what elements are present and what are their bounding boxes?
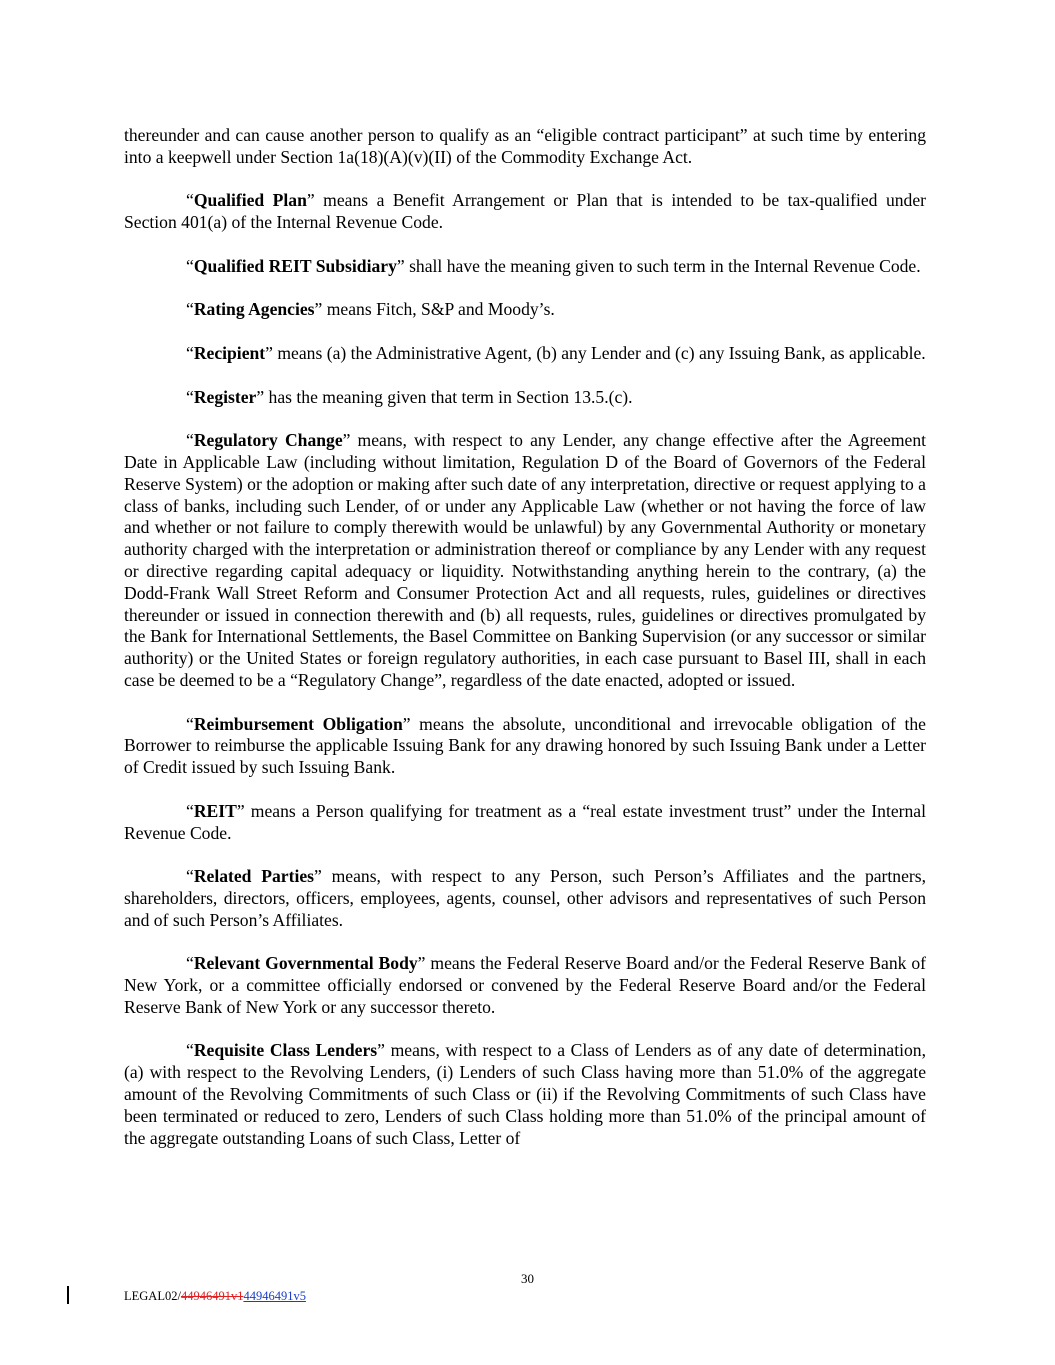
definition-recipient: “Recipient” means (a) the Administrative Agent, (b) any Lender and (c) any Issuing Bank, as applicable. [186, 342, 926, 363]
definition-text: ” shall have the meaning given to such term in the Internal Revenue Code. [396, 255, 921, 276]
definition-text: ” means a Person qualifying for treatment as a “real estate investment trust” under the Internal Revenue Code. [124, 800, 926, 843]
definition-qualified-reit-subsidiary: “Qualified REIT Subsidiary” shall have the meaning given to such term in the Internal Revenue Code. [186, 255, 921, 276]
term: Regulatory Change [193, 430, 343, 451]
definition-text: ” has the meaning given that term in Section 13.5.(c). [256, 386, 633, 407]
term: Qualified Plan [193, 190, 307, 211]
term: Related Parties [193, 866, 315, 887]
term: Recipient [193, 342, 266, 363]
definition-text: ” means the absolute, unconditional and irrevocable obligation of the Borrower to reimburse the applicable Issuing Bank for any drawing honored by such Issuing Bank under a Letter of Credit issued by such Issuing Bank. [124, 713, 926, 778]
definition-text: ” means a Benefit Arrangement or Plan that is intended to be tax-qualified under Section 401(a) of the Internal Revenue Code. [124, 190, 926, 233]
definition-text: ” means Fitch, S&P and Moody’s. [314, 299, 555, 320]
definition-regulatory-change: “Regulatory Change” means, with respect to any Lender, any change effective after the Agreement Date in Applicable Law (including without limitation, Regulation D of the Board of Governors of the Federal Reserve System) or the adoption or making after such date of any interpretation, directive or request applying to a class of banks, including such Lender, of or under any Applicable Law (whether or not having the force of law and whether or not failure to comply therewith would be unlawful) by any Governmental Authority or monetary authority charged with the interpretation or administration thereof or compliance by any Lender with any request or directive regarding capital adequacy or liquidity. Notwithstanding anything herein to the contrary, (a) the Dodd-Frank Wall Street Reform and Consumer Protection Act and all requests, rules, guidelines or directives thereunder or issued in connection therewith and (b) all requests, rules, guidelines or directives promulgated by the Bank for International Settlements, the Basel Committee on Banking Supervision (or any successor or similar authority) or the United States or foreign regulatory authorities, in each case pursuant to Basel III, shall in each case be deemed to be a “Regulatory Change”, regardless of the date enacted, adopted or issued. [124, 430, 926, 690]
document-footer [124, 1288, 306, 1304]
term: Requisite Class Lenders [193, 1040, 378, 1061]
footer-prefix: LEGAL02/ [124, 1289, 181, 1303]
definition-text: ” means, with respect to a Class of Lenders as of any date of determination, (a) with respect to the Revolving Lenders, (i) Lenders of such Class having more than 51.0% of the aggregate amount of the Revolving Commitments of such Class or (ii) if the Revolving Commitments of such Class have been terminated or reduced to zero, Lenders of such Class holding more than 51.0% of the principal amount of the aggregate outstanding Loans of such Class, Letter of [124, 1040, 926, 1148]
definition-text: ” means, with respect to any Lender, any change effective after the Agreement Date in Applicable Law (including without limitation, Regulation D of the Board of Governors of the Federal Reserve System) or the adoption or making after such date of any interpretation, directive or request applying to a class of banks, including such Lender, of or under any Applicable Law (whether or not having the force of law and whether or not failure to comply therewith would be unlawful) by any Governmental Authority or monetary authority charged with the interpretation or administration thereof or compliance by any Lender with any request or directive regarding capital adequacy or liquidity. Notwithstanding anything herein to the contrary, (a) the Dodd-Frank Wall Street Reform and Consumer Protection Act and all requests, rules, guidelines or directives thereunder or issued in connection therewith and (b) all requests, rules, guidelines or directives promulgated by the Bank for International Settlements, the Basel Committee on Banking Supervision (or any successor or similar authority) or the United States or foreign regulatory authorities, in each case pursuant to Basel III, shall in each case be deemed to be a “Regulatory Change”, regardless of the date enacted, adopted or issued. [124, 430, 926, 690]
definition-text: ” means (a) the Administrative Agent, (b) any Lender and (c) any Issuing Bank, as applicable. [265, 342, 926, 363]
definition-qualified-plan: “Qualified Plan” means a Benefit Arrangement or Plan that is intended to be tax-qualified under Section 401(a) of the Internal Revenue Code. [124, 190, 926, 233]
change-bar [67, 1286, 69, 1304]
term: REIT [193, 800, 237, 821]
definition-register: “Register” has the meaning given that term in Section 13.5.(c). [186, 386, 633, 407]
definition-text: ” means, with respect to any Person, such Person’s Affiliates and the partners, shareholders, directors, officers, employees, agents, counsel, other advisors and representatives of such Person and of such Person’s Affiliates. [124, 866, 927, 930]
definition-reimbursement-obligation: “Reimbursement Obligation” means the absolute, unconditional and irrevocable obligation of the Borrower to reimburse the applicable Issuing Bank for any drawing honored by such Issuing Bank under a Letter of Credit issued by such Issuing Bank. [124, 713, 926, 778]
definition-related-parties: “Related Parties” means, with respect to any Person, such Person’s Affiliates and the partners, shareholders, directors, officers, employees, agents, counsel, other advisors and representatives of such Person and of such Person’s Affiliates. [124, 866, 927, 930]
term: Rating Agencies [193, 299, 315, 320]
footer-deleted-version: 44946491v1 [180, 1289, 244, 1303]
term: Reimbursement Obligation [193, 713, 403, 734]
definition-reit: “REIT” means a Person qualifying for treatment as a “real estate investment trust” under the Internal Revenue Code. [124, 800, 926, 843]
page-number: 30 [521, 1271, 534, 1286]
definition-requisite-class-lenders: “Requisite Class Lenders” means, with respect to a Class of Lenders as of any date of determination, (a) with respect to the Revolving Lenders, (i) Lenders of such Class having more than 51.0% of the aggregate amount of the Revolving Commitments of such Class or (ii) if the Revolving Commitments of such Class have been terminated or reduced to zero, Lenders of such Class holding more than 51.0% of the principal amount of the aggregate outstanding Loans of such Class, Letter of [124, 1040, 926, 1148]
definition-relevant-governmental-body: “Relevant Governmental Body” means the Federal Reserve Board and/or the Federal Reserve Bank of New York, or a committee officially endorsed or convened by the Federal Reserve Board and/or the Federal Reserve Bank of New York or any successor thereto. [124, 953, 926, 1017]
body-text [124, 125, 926, 1171]
footer-inserted-version: 44946491v5 [243, 1289, 306, 1303]
term: Register [193, 386, 257, 407]
definition-text: ” means the Federal Reserve Board and/or the Federal Reserve Bank of New York, or a committee officially endorsed or convened by the Federal Reserve Board and/or the Federal Reserve Bank of New York or any successor thereto. [124, 953, 926, 1017]
intro-paragraph: thereunder and can cause another person to qualify as an “eligible contract participant” at such time by entering into a keepwell under Section 1a(18)(A)(v)(II) of the Commodity Exchange Act. [124, 125, 926, 167]
term: Qualified REIT Subsidiary [193, 255, 397, 276]
definition-rating-agencies: “Rating Agencies” means Fitch, S&P and Moody’s. [186, 299, 555, 320]
term: Relevant Governmental Body [193, 953, 418, 974]
